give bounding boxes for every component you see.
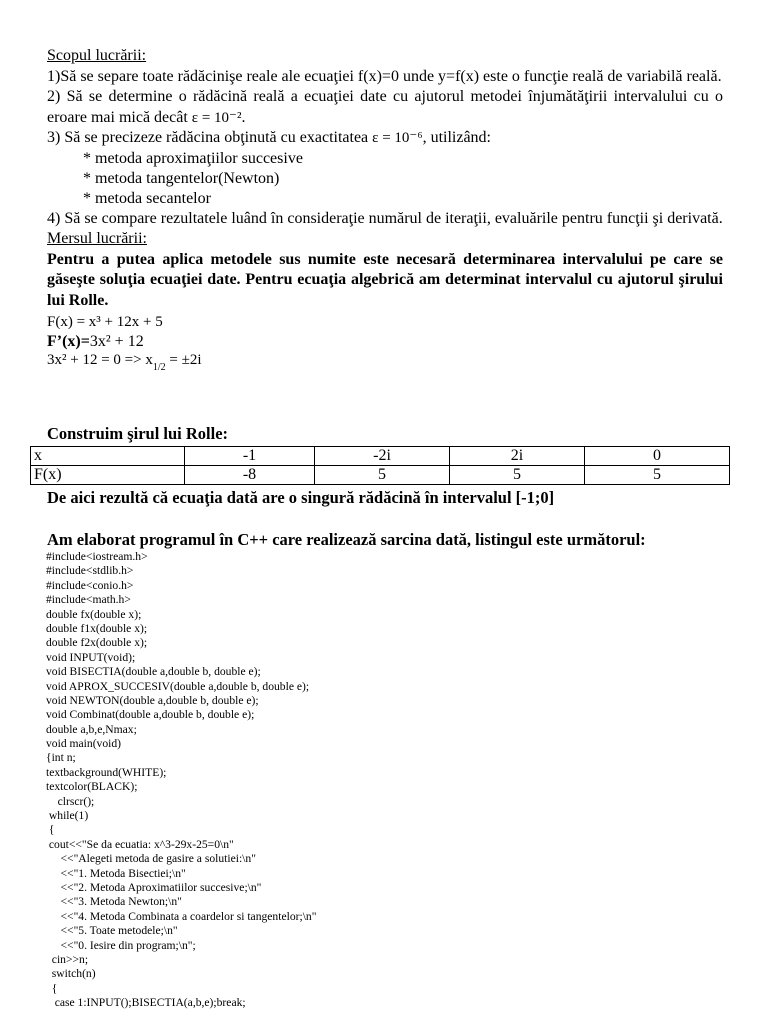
code-line: switch(n) (46, 967, 96, 981)
code-line: clrscr(); (46, 794, 95, 808)
code-line: void NEWTON(double a,double b, double e); (46, 693, 259, 707)
code-line: textcolor(BLACK); (46, 780, 138, 794)
code-line: <<"4. Metoda Combinata a coardelor si tangentelor;\n" (46, 909, 317, 923)
rolle-table (30, 446, 730, 485)
derivative-roots: 3x² + 12 = 0 => x1/2 = ±2i (47, 352, 202, 373)
code-line: cout<<"Se da ecuatia: x^3-29x-25=0\n" (46, 837, 234, 851)
derivative-formula: F’(x)=3x² + 12 (47, 333, 144, 350)
table-cell: F(x) (31, 466, 185, 485)
code-line: {int n; (46, 751, 76, 765)
code-line: #include<iostream.h> (46, 550, 148, 563)
epsilon-1e-6: ε = 10⁻⁶ (372, 130, 423, 146)
code-listing (46, 550, 746, 1011)
code-line: textbackground(WHITE); (46, 765, 167, 779)
program-intro: Am elaborat programul în C++ care realizează sarcina dată, listingul este următorul: (47, 530, 646, 549)
rolle-heading: Construim şirul lui Rolle: (47, 424, 229, 443)
goal-2: 2) Să se determine o rădăcină reală a ecuaţiei date cu ajutorul metodei înjumătăţirii intervalului cu o eroare mai mică decât ε = 10⁻². (47, 88, 723, 126)
code-line: void main(void) (46, 737, 122, 751)
code-line: while(1) (46, 809, 89, 823)
conclusion-block (47, 488, 723, 509)
table-cell: -2i (315, 447, 450, 466)
table-cell: -1 (185, 447, 315, 466)
code-line: void INPUT(void); (46, 650, 136, 664)
code-line: { (46, 823, 55, 837)
program-intro-block (47, 530, 723, 551)
code-line: <<"2. Metoda Aproximatiilor succesive;\n" (46, 880, 262, 894)
table-cell: 5 (450, 466, 585, 485)
table-row (31, 447, 730, 466)
table-cell: 2i (450, 447, 585, 466)
code-line: double f2x(double x); (46, 636, 148, 650)
code-line: #include<conio.h> (46, 578, 134, 592)
code-line: void BISECTIA(double a,double b, double e); (46, 665, 261, 679)
table-cell: 0 (585, 447, 730, 466)
code-line: <<"Alegeti metoda de gasire a solutiei:\n" (46, 852, 256, 866)
code-line: <<"3. Metoda Newton;\n" (46, 895, 182, 909)
method-item: * metoda aproximaţiilor succesive (83, 149, 303, 167)
table-cell: x (31, 447, 185, 466)
scope-heading: Scopul lucrării: (47, 47, 147, 64)
table-cell: 5 (585, 466, 730, 485)
method-item: * metoda secantelor (83, 189, 211, 207)
code-line: { (46, 981, 58, 995)
goal-1: 1)Să se separe toate rădăcinişe reale ale ecuaţiei f(x)=0 unde y=f(x) este o funcţie reală de variabilă reală. (47, 67, 722, 85)
epsilon-1e-2: ε = 10⁻² (191, 109, 242, 126)
goal-4: 4) Să se compare rezultatele luând în consideraţie numărul de iteraţii, evaluările pentru funcţii şi derivată. (47, 209, 723, 227)
code-line: case 1:INPUT();BISECTIA(a,b,e);break; (46, 996, 246, 1010)
conclusion-text: De aici rezultă că ecuaţia dată are o singură rădăcină în intervalul [-1;0] (47, 488, 555, 507)
code-line: double a,b,e,Nmax; (46, 722, 137, 736)
function-formula: F(x) = x³ + 12x + 5 (47, 314, 163, 330)
goals-section (47, 46, 723, 372)
code-line: double fx(double x); (46, 607, 142, 621)
code-line: #include<stdlib.h> (46, 564, 134, 578)
code-line: <<"5. Toate metodele;\n" (46, 924, 178, 938)
work-paragraph: Pentru a putea aplica metodele sus numite este necesară determinarea intervalului pe care se găseşte soluţia ecuaţiei date. Pentru ecuaţia algebrică am determinat intervalul cu ajutorul şirului lui Rolle. (47, 250, 723, 309)
work-heading: Mersul lucrării: (47, 230, 147, 247)
code-line: #include<math.h> (46, 593, 131, 607)
table-cell: -8 (185, 466, 315, 485)
table-row (31, 466, 730, 485)
code-line: <<"1. Metoda Bisectiei;\n" (46, 866, 186, 880)
code-line: void APROX_SUCCESIV(double a,double b, double e); (46, 679, 310, 693)
code-line: cin>>n; (46, 952, 89, 966)
code-line: <<"0. Iesire din program;\n"; (46, 938, 196, 952)
table-cell: 5 (315, 466, 450, 485)
method-item: * metoda tangentelor(Newton) (83, 169, 280, 187)
rolle-heading-block (47, 424, 723, 445)
goal-3: 3) Să se precizeze rădăcina obţinută cu exactitatea ε = 10⁻⁶, utilizând: (47, 129, 491, 146)
code-line: double f1x(double x); (46, 621, 148, 635)
code-line: void Combinat(double a,double b, double e); (46, 708, 255, 722)
